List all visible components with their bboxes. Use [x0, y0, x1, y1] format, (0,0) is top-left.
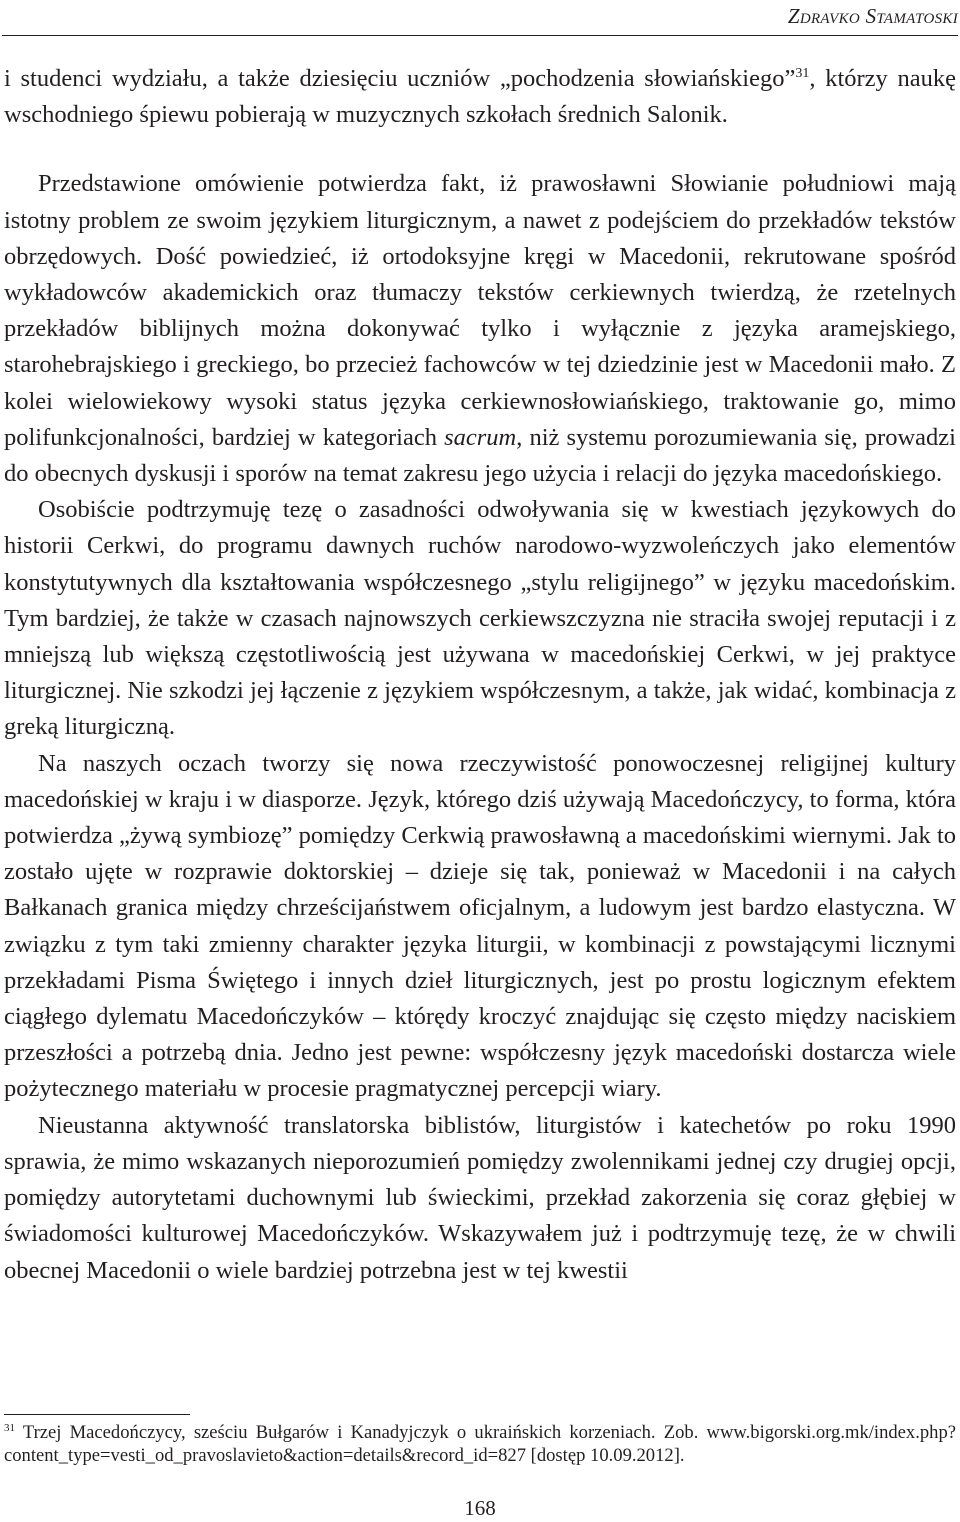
footnote-ref-31: 31: [795, 65, 810, 81]
footnote-number: 31: [4, 1421, 15, 1434]
paragraph-1-text-b: , którzy naukę wschodniego śpiewu pobierają w muzycznych szkołach średnich Salonik.: [4, 65, 957, 129]
paragraph-3-text: Osobiście podtrzymuję tezę o zasadności odwoływania się w kwestiach językowych do historii Cerkwi, do programu dawnych ruchów narodowo-wyzwoleńczych jako elementów konstytutywnych dla kształtowania współczesnego „stylu religijnego” w języku macedońskim. Tym bardziej, że także w czasach najnowszych cerkiewszczyzna nie straciła swojej reputacji i z mniejszą lub większą częstotliwością jest używana w macedońskiej Cerkwi, w jej praktyce liturgicznej. Nie szkodzi jej łączenie z językiem współczesnym, a także, jak widać, kombinacja z greką liturgiczną.: [4, 496, 956, 741]
footnote-text: Trzej Macedończycy, sześciu Bułgarów i Kanadyjczyk o ukraińskich korzeniach. Zob. www.bigorski.org.mk/index.php?content_type=vesti_od_pravoslavieto&action=details&record_id=827 [dostęp 10.09.2012].: [4, 1422, 957, 1466]
body-text: [4, 61, 956, 1289]
paragraph-5-text: Nieustanna aktywność translatorska biblistów, liturgistów i katechetów po roku 1990 sprawia, że mimo wskazanych nieporozumień pomiędzy zwolennikami jednej czy drugiej opcji, pomiędzy autorytetami duchownymi lub świeckimi, przekład zakorzenia się coraz głębiej w świadomości kulturowej Macedończyków. Wskazywałem już i podtrzymuję tezę, że w chwili obecnej Macedonii o wiele bardziej potrzebna jest w tej kwestii: [4, 1111, 956, 1284]
paragraph-2-text-b: , niż systemu porozumiewania się, prowadzi do obecnych dyskusji i sporów na temat zakresu jego użycia i relacji do języka macedońskiego.: [4, 423, 956, 488]
header-rule: [2, 35, 958, 36]
paragraph-2-text-a: Przedstawione omówienie potwierdza fakt, iż prawosławni Słowianie południowi mają istotny problem ze swoim językiem liturgicznym, a nawet z podejściem do przekładów tekstów obrzędowych. Dość powiedzieć, iż ortodoksyjne kręgi w Macedonii, rekrutowane spośród wykładowców akademickich oraz tłumaczy tekstów cerkiewnych twierdzą, że rzetelnych przekładów biblijnych można dokonywać tylko i wyłącznie z języka aramejskiego, starohebrajskiego i greckiego, bo przecież fachowców w tej dziedzinie jest w Macedonii mało. Z kolei wielowiekowy wysoki status języka cerkiewnosłowiańskiego, traktowanie go, mimo polifunkcjonalności, bardziej w kategoriach: [4, 170, 956, 451]
running-header: Zdravko Stamatoski: [787, 4, 958, 28]
footnote-31: [4, 1422, 956, 1467]
paragraph-5: [4, 1108, 956, 1289]
footnote-rule: [4, 1414, 190, 1415]
paragraph-1-text-a: i studenci wydziału, a także dziesięciu uczniów „pochodzenia słowiańskiego”: [4, 65, 796, 92]
term-sacrum: sacrum: [444, 423, 517, 451]
paragraph-3: [4, 492, 956, 745]
paragraph-1: [4, 61, 956, 133]
page-number: 168: [464, 1496, 496, 1520]
paragraph-4: [4, 746, 956, 1108]
paragraph-2: [4, 166, 956, 492]
paragraph-4-text: Na naszych oczach tworzy się nowa rzeczywistość ponowoczesnej religijnej kultury macedońskiej w kraju i w diasporze. Język, którego dziś używają Macedończycy, to forma, która potwierdza „żywą symbiozę” pomiędzy Cerkwią prawosławną a macedońskimi wiernymi. Jak to zostało ujęte w rozprawie doktorskiej – dzieje się tak, ponieważ w Macedonii i na całych Bałkanach granica między chrześcijaństwem oficjalnym, a ludowym jest bardzo elastyczna. W związku z tym taki zmienny charakter języka liturgii, w kombinacji z powstającymi licznymi przekładami Pisma Świętego i innych dzieł liturgicznych, jest po prostu logicznym efektem ciągłego dylematu Macedończyków – którędy kroczyć znajdując się często między naciskiem przeszłości a potrzebą dnia. Jedno jest pewne: współczesny język macedoński dostarcza wiele pożytecznego materiału w procesie pragmatycznej percepcji wiary.: [4, 749, 956, 1103]
